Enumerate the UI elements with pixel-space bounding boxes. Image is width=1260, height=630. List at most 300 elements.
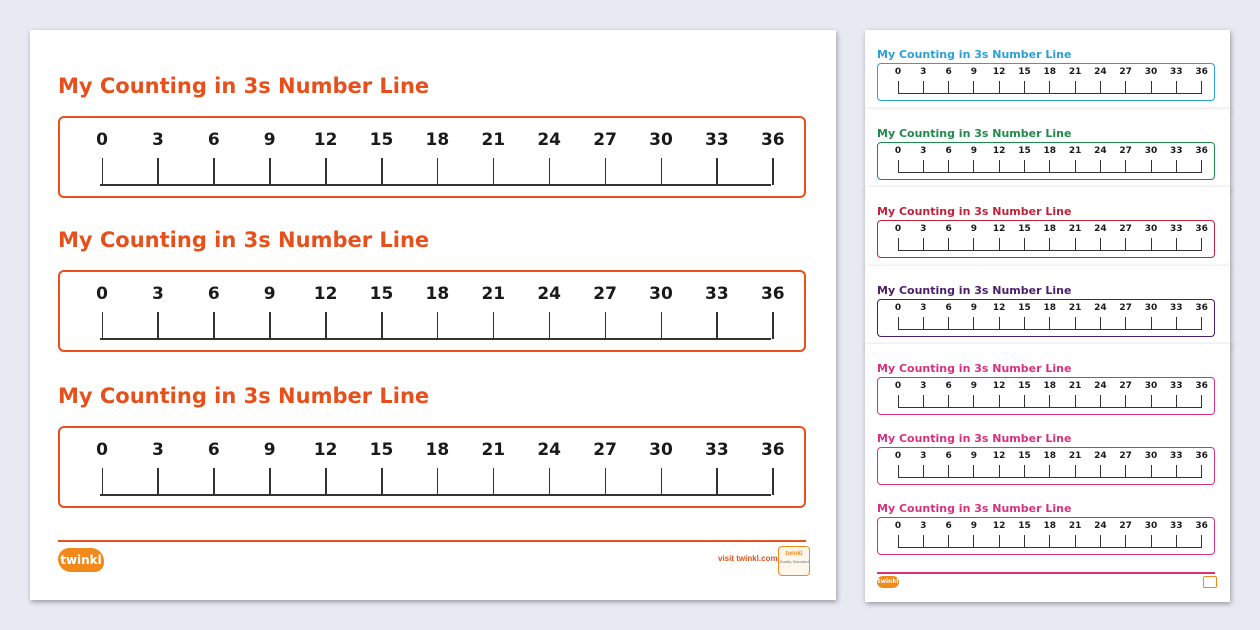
number-line-label: 21 (1068, 67, 1082, 77)
number-line-box (877, 299, 1215, 337)
number-line-tick (1151, 81, 1152, 93)
number-line-label: 33 (1170, 451, 1183, 461)
number-line-tick (1176, 465, 1177, 477)
number-line-title: My Counting in 3s Number Line (58, 384, 430, 408)
number-line-label: 12 (992, 451, 1006, 461)
number-line-tick (102, 158, 104, 185)
number-line-label: 36 (760, 130, 785, 150)
number-line-label: 9 (970, 451, 978, 461)
number-line-tick (549, 312, 551, 339)
number-line-tick (1151, 317, 1152, 329)
number-line-label: 24 (537, 284, 562, 304)
number-line-label: 9 (970, 67, 978, 77)
number-line-label: 30 (1144, 303, 1158, 313)
number-line-tick (1176, 395, 1177, 407)
number-line-tick (1125, 395, 1126, 407)
number-line-tick (1024, 395, 1025, 407)
number-line-tick (898, 238, 899, 250)
worksheet-thumbnail[interactable] (865, 266, 1230, 346)
number-line-tick (1049, 81, 1050, 93)
number-line-label: 24 (1094, 451, 1107, 461)
number-line-tick (999, 465, 1000, 477)
number-line-label: 24 (1094, 303, 1107, 313)
number-line-tick (898, 317, 899, 329)
number-line-tick (772, 158, 774, 185)
number-line-label: 21 (1068, 146, 1082, 156)
number-line-label: 3 (920, 451, 927, 461)
number-line-box (877, 63, 1215, 101)
number-line-tick (1201, 317, 1202, 329)
number-line-label: 21 (481, 284, 506, 304)
visit-link[interactable]: visit twinkl.com (718, 554, 778, 563)
number-line-tick (999, 81, 1000, 93)
number-line-label: 27 (593, 130, 617, 150)
number-line-label: 12 (313, 130, 338, 150)
number-line-tick (1100, 160, 1101, 172)
number-line-tick (381, 158, 383, 185)
number-line-label: 3 (151, 130, 164, 150)
number-line-label: 6 (945, 303, 952, 313)
number-line-label: 18 (1043, 381, 1057, 391)
number-line-baseline (100, 338, 771, 340)
number-line-tick (381, 468, 383, 495)
number-line-label: 3 (151, 440, 164, 460)
number-line-tick (772, 312, 774, 339)
number-line-title: My Counting in 3s Number Line (877, 502, 1072, 515)
number-line-baseline (100, 184, 771, 186)
number-line-tick (1201, 160, 1202, 172)
number-line-label: 18 (425, 284, 450, 304)
number-line-tick (1100, 238, 1101, 250)
number-line-tick (1024, 160, 1025, 172)
number-line-tick (973, 535, 974, 547)
number-line-tick (1024, 81, 1025, 93)
number-line-label: 30 (1144, 224, 1158, 234)
number-line-title: My Counting in 3s Number Line (58, 228, 430, 252)
number-line-tick (1049, 160, 1050, 172)
number-line-label: 12 (992, 303, 1006, 313)
number-line-tick (1176, 81, 1177, 93)
number-line-tick (948, 160, 949, 172)
number-line-label: 6 (207, 440, 220, 460)
number-line-baseline (898, 93, 1202, 94)
number-line-tick (923, 81, 924, 93)
number-line-label: 15 (1018, 521, 1031, 531)
number-line-tick (1075, 238, 1076, 250)
number-line-tick (1201, 535, 1202, 547)
number-line-label: 33 (1170, 224, 1183, 234)
number-line-tick (1176, 238, 1177, 250)
number-line-label: 21 (481, 440, 506, 460)
number-line-baseline (898, 547, 1202, 548)
number-line-label: 12 (313, 440, 338, 460)
number-line-tick (661, 312, 663, 339)
number-line-tick (157, 158, 159, 185)
number-line-label: 18 (1043, 521, 1057, 531)
number-line-label: 33 (705, 440, 729, 460)
number-line-baseline (898, 407, 1202, 408)
number-line-label: 15 (1018, 67, 1031, 77)
number-line-label: 12 (992, 381, 1006, 391)
number-line-tick (661, 468, 663, 495)
number-line-box (58, 270, 806, 352)
thumbnail-footer-divider (877, 572, 1215, 574)
number-line-tick (999, 395, 1000, 407)
number-line-label: 18 (425, 130, 450, 150)
number-line-label: 36 (1195, 146, 1208, 156)
number-line-label: 9 (263, 284, 276, 304)
number-line-label: 12 (992, 224, 1006, 234)
number-line-tick (1201, 395, 1202, 407)
twinkl-logo: twinkl (58, 548, 104, 572)
number-line-label: 9 (970, 521, 978, 531)
number-line-tick (1201, 465, 1202, 477)
number-line-label: 9 (970, 224, 978, 234)
number-line-label: 0 (894, 521, 902, 531)
quality-stamp-subtitle: Quality Standard (779, 559, 809, 564)
number-line-tick (1049, 395, 1050, 407)
number-line-tick (605, 312, 607, 339)
number-line-tick (1176, 317, 1177, 329)
number-line-label: 36 (760, 440, 785, 460)
number-line-label: 30 (1144, 146, 1158, 156)
number-line-tick (898, 395, 899, 407)
number-line-label: 3 (920, 303, 927, 313)
number-line-tick (493, 468, 495, 495)
number-line-tick (549, 468, 551, 495)
number-line-tick (325, 158, 327, 185)
number-line-title: My Counting in 3s Number Line (877, 127, 1072, 140)
number-line-label: 36 (760, 284, 785, 304)
number-line-label: 21 (1068, 521, 1082, 531)
number-line-label: 33 (1170, 303, 1183, 313)
number-line-label: 0 (894, 381, 902, 391)
number-line-label: 15 (1018, 146, 1031, 156)
number-line-tick (1024, 465, 1025, 477)
number-line-tick (948, 81, 949, 93)
number-line-label: 27 (1119, 224, 1132, 234)
number-line-tick (1151, 465, 1152, 477)
number-line-tick (605, 468, 607, 495)
number-line-label: 9 (263, 440, 276, 460)
number-line-tick (102, 468, 104, 495)
worksheet-thumbnail[interactable] (865, 30, 1230, 110)
number-line-tick (1049, 535, 1050, 547)
number-line-label: 24 (1094, 67, 1107, 77)
number-line-label: 30 (649, 440, 673, 460)
number-line-tick (157, 468, 159, 495)
number-line-tick (213, 468, 215, 495)
number-line-label: 3 (151, 284, 164, 304)
number-line-tick (923, 535, 924, 547)
number-line-tick (948, 465, 949, 477)
number-line-tick (923, 465, 924, 477)
number-line-label: 24 (537, 130, 562, 150)
number-line-tick (269, 468, 271, 495)
number-line-tick (269, 312, 271, 339)
number-line-tick (437, 468, 439, 495)
number-line-label: 6 (207, 130, 220, 150)
number-line-box (58, 426, 806, 508)
number-line-box (877, 142, 1215, 180)
number-line-tick (102, 312, 104, 339)
number-line-tick (1049, 238, 1050, 250)
number-line-label: 0 (96, 284, 108, 304)
number-line-tick (1125, 81, 1126, 93)
number-line-label: 21 (1068, 451, 1082, 461)
number-line-label: 0 (894, 67, 902, 77)
number-line-tick (772, 468, 774, 495)
number-line-tick (157, 312, 159, 339)
number-line-tick (948, 395, 949, 407)
number-line-label: 27 (593, 284, 617, 304)
number-line-tick (213, 312, 215, 339)
number-line-tick (437, 158, 439, 185)
number-line-tick (1176, 160, 1177, 172)
number-line-tick (999, 317, 1000, 329)
number-line-label: 27 (1119, 303, 1132, 313)
worksheet-thumbnail[interactable] (865, 109, 1230, 189)
number-line-label: 33 (705, 284, 729, 304)
number-line-label: 12 (992, 146, 1006, 156)
number-line-title: My Counting in 3s Number Line (58, 74, 430, 98)
number-line-title: My Counting in 3s Number Line (877, 205, 1072, 218)
number-line-title: My Counting in 3s Number Line (877, 362, 1072, 375)
number-line-label: 15 (369, 440, 394, 460)
number-line-tick (1100, 81, 1101, 93)
number-line-label: 0 (894, 303, 902, 313)
number-line-tick (716, 312, 718, 339)
number-line-tick (213, 158, 215, 185)
number-line-baseline (898, 477, 1202, 478)
number-line-label: 3 (920, 67, 927, 77)
number-line-tick (1100, 465, 1101, 477)
number-line-tick (1075, 395, 1076, 407)
number-line-tick (973, 160, 974, 172)
number-line-label: 36 (1195, 67, 1208, 77)
number-line-label: 36 (1195, 521, 1208, 531)
number-line-tick (1151, 395, 1152, 407)
number-line-label: 30 (649, 284, 673, 304)
number-line-label: 36 (1195, 381, 1208, 391)
number-line-tick (973, 317, 974, 329)
number-line-label: 6 (945, 381, 952, 391)
number-line-label: 15 (1018, 451, 1031, 461)
number-line-tick (1125, 238, 1126, 250)
number-line-label: 27 (1119, 381, 1132, 391)
number-line-tick (1176, 535, 1177, 547)
number-line-label: 27 (1119, 521, 1132, 531)
number-line-label: 9 (263, 130, 276, 150)
number-line-label: 6 (945, 224, 952, 234)
number-line-title: My Counting in 3s Number Line (877, 284, 1072, 297)
number-line-tick (999, 160, 1000, 172)
number-line-label: 30 (1144, 451, 1158, 461)
number-line-label: 27 (1119, 451, 1132, 461)
number-line-tick (973, 395, 974, 407)
number-line-tick (973, 81, 974, 93)
number-line-tick (1024, 317, 1025, 329)
number-line-tick (1100, 535, 1101, 547)
number-line-label: 15 (369, 284, 394, 304)
number-line-title: My Counting in 3s Number Line (877, 48, 1072, 61)
number-line-label: 30 (649, 130, 673, 150)
number-line-label: 6 (945, 146, 952, 156)
number-line-tick (716, 158, 718, 185)
number-line-label: 33 (1170, 521, 1183, 531)
number-line-label: 27 (1119, 67, 1132, 77)
number-line-label: 36 (1195, 451, 1208, 461)
number-line-label: 24 (1094, 224, 1107, 234)
number-line-label: 36 (1195, 224, 1208, 234)
number-line-tick (269, 158, 271, 185)
number-line-label: 18 (1043, 303, 1057, 313)
number-line-label: 3 (920, 146, 927, 156)
number-line-tick (948, 317, 949, 329)
number-line-tick (493, 158, 495, 185)
number-line-tick (661, 158, 663, 185)
number-line-label: 33 (1170, 381, 1183, 391)
quality-stamp (778, 546, 810, 576)
number-line-tick (973, 238, 974, 250)
number-line-label: 12 (992, 67, 1006, 77)
number-line-label: 30 (1144, 521, 1158, 531)
number-line-tick (1151, 238, 1152, 250)
twinkl-logo: twinkl (877, 576, 899, 588)
number-line-tick (898, 81, 899, 93)
number-line-label: 6 (945, 67, 952, 77)
number-line-tick (1075, 160, 1076, 172)
number-line-label: 21 (1068, 224, 1082, 234)
number-line-tick (1151, 535, 1152, 547)
number-line-tick (1100, 317, 1101, 329)
number-line-label: 3 (920, 224, 927, 234)
number-line-tick (493, 312, 495, 339)
number-line-tick (1075, 81, 1076, 93)
number-line-label: 24 (1094, 381, 1107, 391)
number-line-label: 6 (945, 521, 952, 531)
number-line-label: 12 (313, 284, 338, 304)
number-line-label: 6 (945, 451, 952, 461)
number-line-tick (716, 468, 718, 495)
number-line-box (877, 447, 1215, 485)
number-line-label: 18 (1043, 451, 1057, 461)
number-line-label: 3 (920, 381, 927, 391)
number-line-label: 15 (1018, 381, 1031, 391)
number-line-label: 18 (425, 440, 450, 460)
number-line-label: 9 (970, 381, 978, 391)
number-line-tick (1075, 535, 1076, 547)
number-line-tick (1151, 160, 1152, 172)
number-line-tick (999, 238, 1000, 250)
number-line-tick (1049, 317, 1050, 329)
number-line-label: 33 (1170, 146, 1183, 156)
number-line-tick (1075, 465, 1076, 477)
number-line-label: 0 (894, 451, 902, 461)
number-line-label: 3 (920, 521, 927, 531)
number-line-label: 27 (1119, 146, 1132, 156)
number-line-label: 21 (481, 130, 506, 150)
number-line-label: 9 (970, 146, 978, 156)
number-line-label: 18 (1043, 224, 1057, 234)
number-line-tick (898, 535, 899, 547)
number-line-label: 15 (369, 130, 394, 150)
number-line-tick (898, 465, 899, 477)
number-line-tick (948, 535, 949, 547)
number-line-baseline (898, 250, 1202, 251)
footer-divider (58, 540, 806, 542)
number-line-tick (923, 160, 924, 172)
number-line-baseline (898, 172, 1202, 173)
number-line-label: 15 (1018, 303, 1031, 313)
number-line-box (877, 220, 1215, 258)
number-line-label: 0 (96, 130, 108, 150)
number-line-label: 0 (894, 224, 902, 234)
number-line-box (58, 116, 806, 198)
number-line-label: 21 (1068, 303, 1082, 313)
number-line-baseline (100, 494, 771, 496)
number-line-tick (325, 312, 327, 339)
number-line-tick (1024, 535, 1025, 547)
number-line-label: 0 (894, 146, 902, 156)
number-line-label: 6 (207, 284, 220, 304)
quality-stamp (1203, 576, 1217, 588)
number-line-tick (549, 158, 551, 185)
number-line-label: 12 (992, 521, 1006, 531)
number-line-label: 0 (96, 440, 108, 460)
number-line-tick (923, 317, 924, 329)
number-line-tick (325, 468, 327, 495)
number-line-title: My Counting in 3s Number Line (877, 432, 1072, 445)
number-line-label: 15 (1018, 224, 1031, 234)
number-line-label: 30 (1144, 381, 1158, 391)
number-line-tick (1049, 465, 1050, 477)
number-line-tick (381, 312, 383, 339)
number-line-label: 33 (705, 130, 729, 150)
number-line-label: 33 (1170, 67, 1183, 77)
number-line-tick (999, 535, 1000, 547)
main-worksheet-page (30, 30, 836, 600)
number-line-label: 36 (1195, 303, 1208, 313)
number-line-tick (1125, 160, 1126, 172)
number-line-tick (948, 238, 949, 250)
number-line-tick (898, 160, 899, 172)
number-line-box (877, 517, 1215, 555)
number-line-tick (1201, 81, 1202, 93)
number-line-tick (437, 312, 439, 339)
number-line-tick (923, 238, 924, 250)
worksheet-thumbnail[interactable] (865, 344, 1230, 602)
number-line-label: 27 (593, 440, 617, 460)
number-line-label: 18 (1043, 146, 1057, 156)
number-line-tick (923, 395, 924, 407)
number-line-tick (973, 465, 974, 477)
number-line-tick (1100, 395, 1101, 407)
number-line-label: 24 (537, 440, 562, 460)
worksheet-thumbnail[interactable] (865, 187, 1230, 267)
number-line-label: 24 (1094, 521, 1107, 531)
number-line-tick (1075, 317, 1076, 329)
number-line-label: 18 (1043, 67, 1057, 77)
number-line-tick (1125, 535, 1126, 547)
quality-stamp-title: twinkl (785, 551, 803, 557)
number-line-tick (1201, 238, 1202, 250)
number-line-label: 21 (1068, 381, 1082, 391)
number-line-tick (605, 158, 607, 185)
number-line-label: 9 (970, 303, 978, 313)
number-line-tick (1125, 317, 1126, 329)
number-line-label: 24 (1094, 146, 1107, 156)
